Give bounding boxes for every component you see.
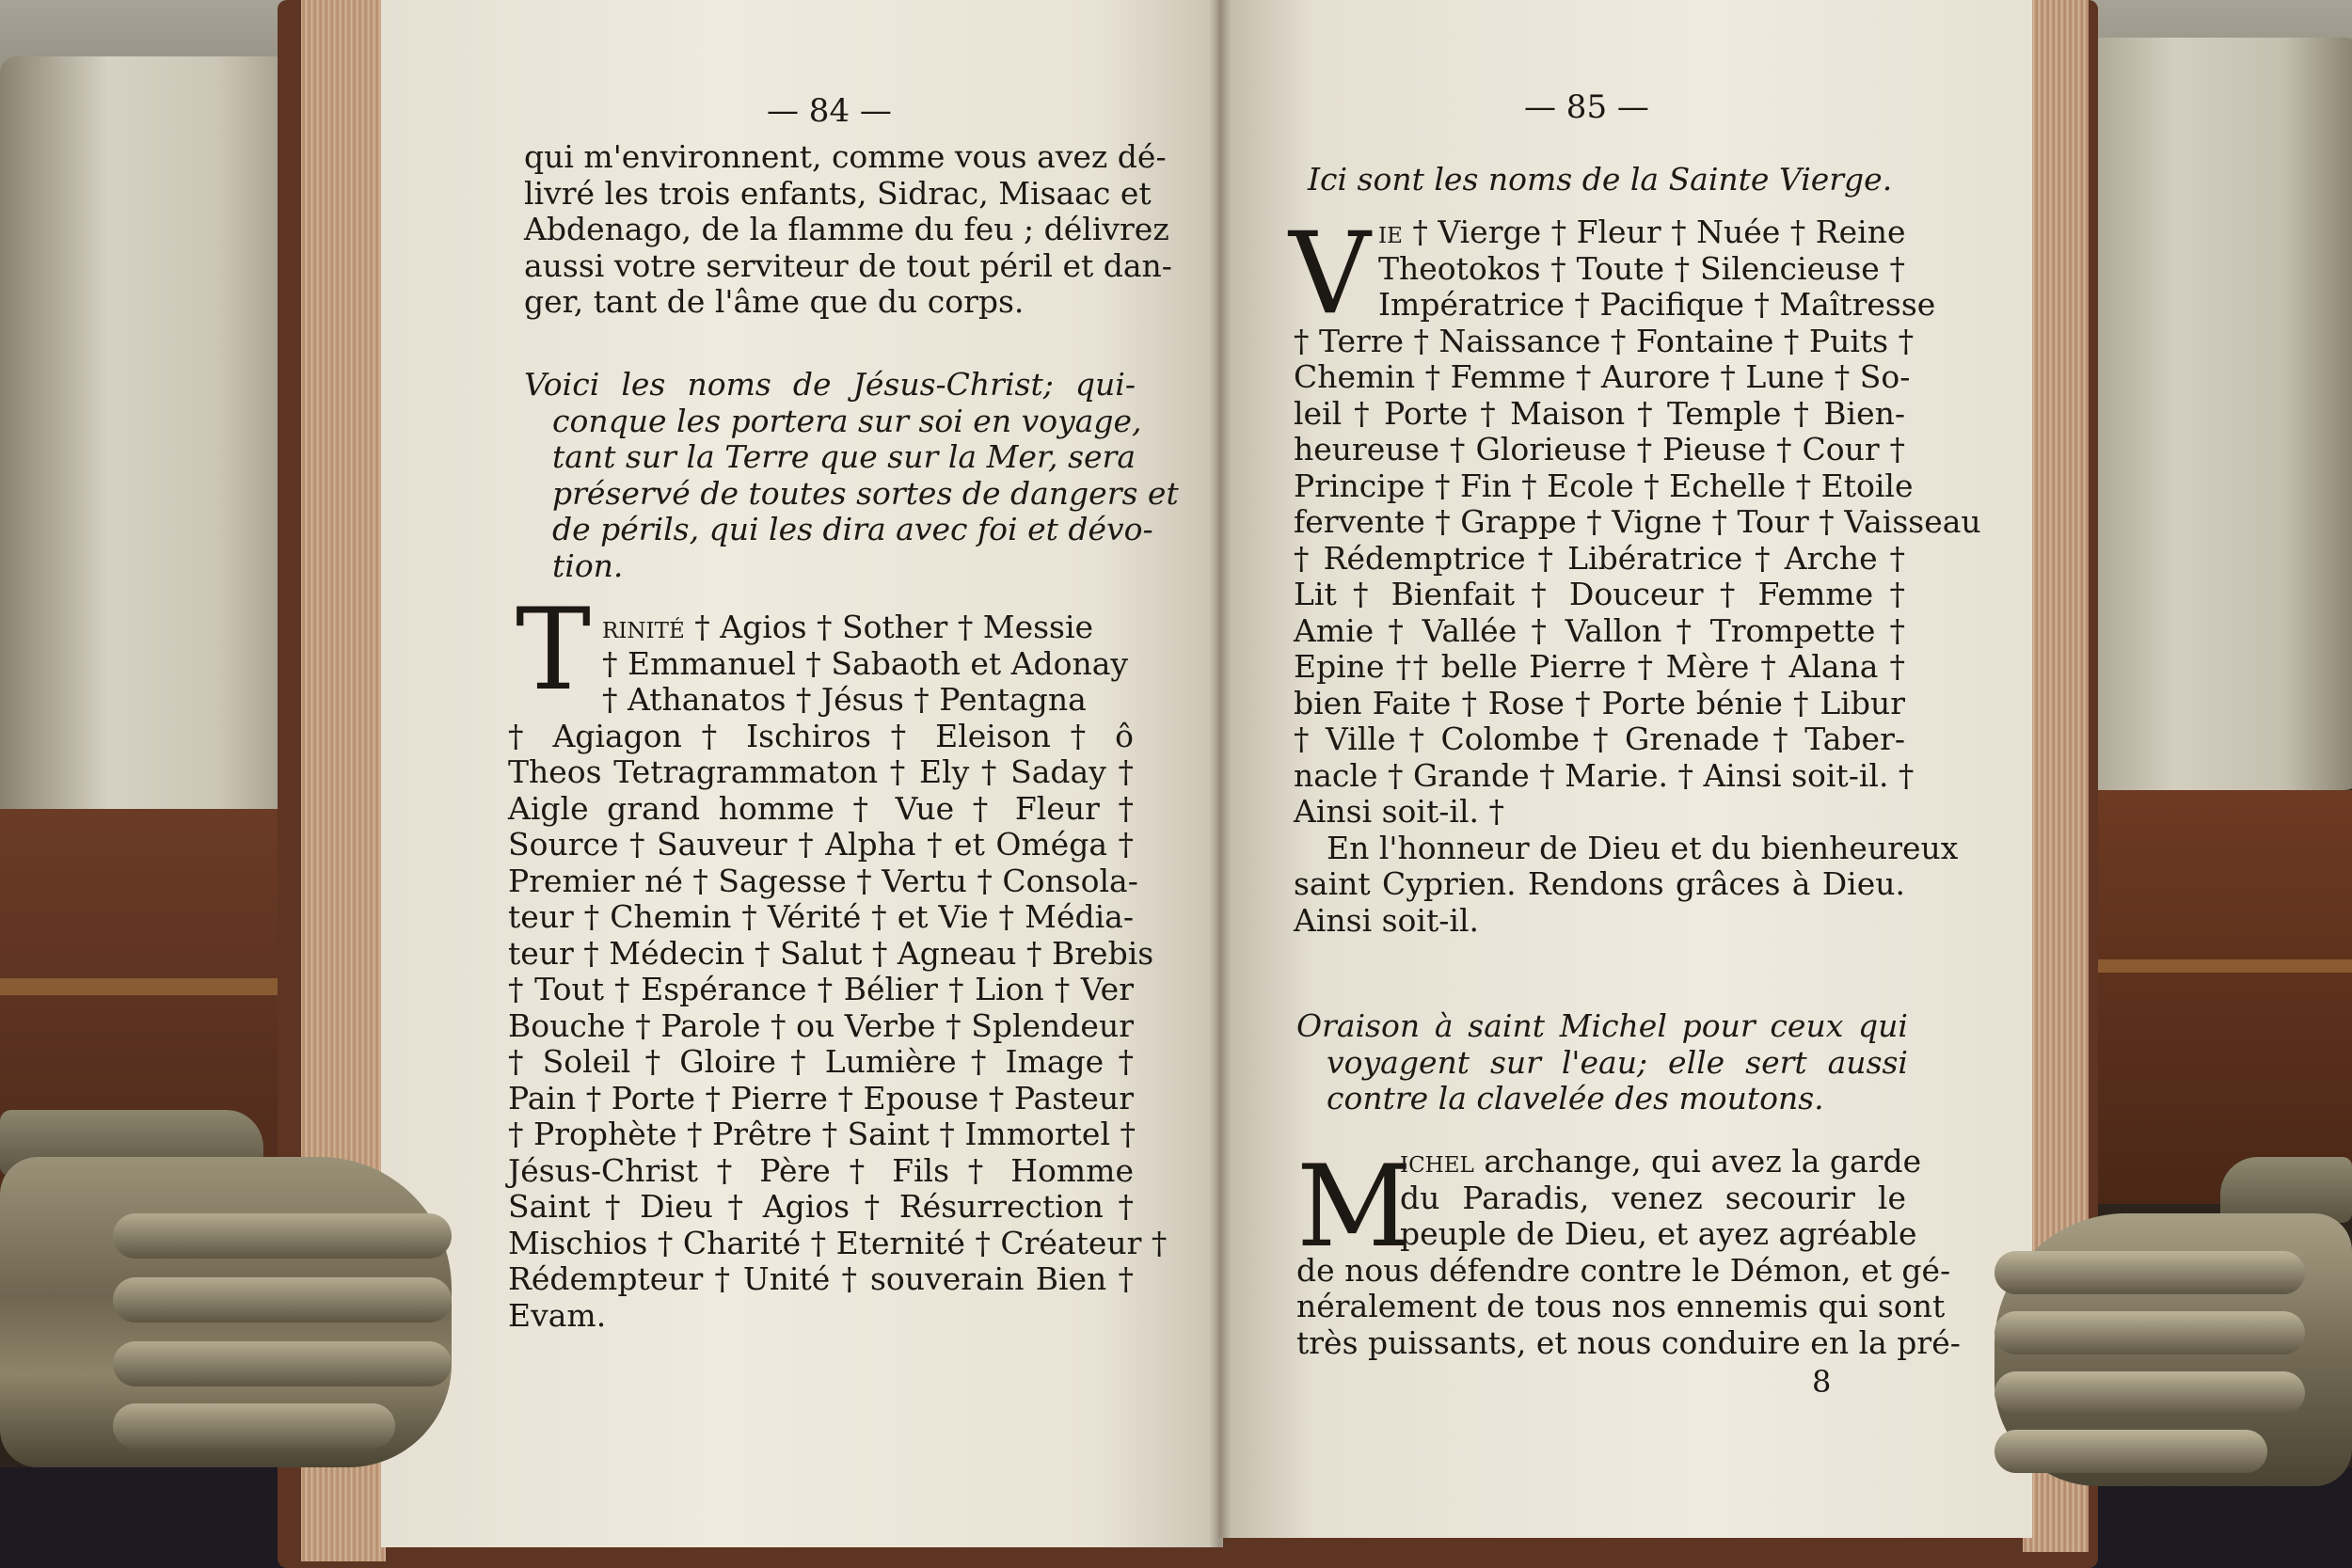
text-line: Impératrice † Pacifique † Maîtresse <box>1378 286 1936 323</box>
text-line: Premier né † Sagesse † Vertu † Consola- <box>508 862 1138 899</box>
brass-finger <box>1994 1371 2305 1415</box>
leather-band-left <box>0 978 320 995</box>
virgin-names-heading <box>1308 162 1891 198</box>
text-line: Mischios † Charité † Eternité † Créateur † <box>508 1224 1168 1261</box>
text-line: † Ville † Colombe † Grenade † Taber- <box>1294 721 1905 757</box>
drop-cap-word: ie <box>1378 214 1403 250</box>
text-line: Saint † Dieu † Agios † Résurrection † <box>508 1188 1134 1225</box>
heading-line: Ici sont les noms de la Sainte Vierge. <box>1308 161 1893 198</box>
text-line: très puissants, et nous conduire en la pré- <box>1296 1323 1961 1361</box>
text-line: † Tout † Espérance † Bélier † Lion † Ver <box>508 971 1134 1007</box>
text-line: fervente † Grappe † Vigne † Tour † Vaisseau <box>1294 503 1981 540</box>
text-line: † Prophète † Prêtre † Saint † Immortel † <box>508 1116 1136 1152</box>
text-line: teur † Chemin † Vérité † et Vie † Média- <box>508 898 1134 935</box>
text-line: néralement de tous nos ennemis qui sont <box>1296 1288 1946 1324</box>
text-line: nacle † Grande † Marie. † Ainsi soit-il. † <box>1294 756 1915 794</box>
brass-finger <box>1994 1251 2305 1294</box>
brass-hand-right <box>1994 1213 2352 1486</box>
brass-finger <box>113 1213 452 1259</box>
text-line: Abdenago, de la flamme du feu ; délivrez <box>524 211 1169 247</box>
drop-cap-v: V <box>1289 209 1371 340</box>
text-line: Principe † Fin † Ecole † Echelle † Etoile <box>1294 467 1914 504</box>
drop-cap-word: ichel <box>1400 1143 1474 1180</box>
text-line: † Athanatos † Jésus † Pentagna <box>602 681 1087 718</box>
heading-line: conque les portera sur soi en voyage, <box>552 402 1142 439</box>
text-line: du Paradis, venez secourir le <box>1400 1179 1906 1216</box>
heading-line: préservé de toutes sortes de dangers et <box>552 474 1179 512</box>
prayer-heading <box>1296 1008 1908 1117</box>
page-number-left: — 84 — <box>767 92 892 130</box>
brass-hand-left <box>0 1157 452 1467</box>
text-line: Evam. <box>508 1296 607 1334</box>
text-line: heureuse † Glorieuse † Pieuse † Cour † <box>1294 431 1905 467</box>
text-line: livré les trois enfants, Sidrac, Misaac et <box>524 174 1152 212</box>
text-line: qui m'environnent, comme vous avez dé- <box>524 138 1167 175</box>
text-line <box>508 610 1134 646</box>
m-line-first: archange, qui avez la garde <box>1484 1143 1922 1180</box>
text-line: Ainsi soit-il. † <box>1294 793 1504 830</box>
text-line: † Agiagon † Ischiros † Eleison † ô <box>508 717 1134 754</box>
text-line: Chemin † Femme † Aurore † Lune † So- <box>1294 358 1911 395</box>
michael-prayer <box>1296 1143 1961 1361</box>
signature-mark: 8 <box>1812 1364 1832 1400</box>
text-line: Aigle grand homme † Vue † Fleur † <box>508 789 1134 827</box>
brass-finger <box>1994 1430 2267 1473</box>
text-line: teur † Médecin † Salut † Agneau † Brebis <box>508 934 1154 972</box>
heading-line: tion. <box>552 546 624 584</box>
text-line: aussi votre serviteur de tout péril et dan- <box>524 246 1172 284</box>
text-line: Lit † Bienfait † Douceur † Femme † <box>1294 576 1905 612</box>
jesus-names-list <box>508 609 1168 1334</box>
heading-line: tant sur la Terre que sur la Mer, sera <box>552 438 1136 475</box>
text-line: Ainsi soit-il. <box>1294 901 1479 939</box>
heading-line: Oraison à saint Michel pour ceux qui <box>1296 1007 1908 1044</box>
text-line: † Soleil † Gloire † Lumière † Image † <box>508 1043 1134 1080</box>
brass-finger <box>113 1277 452 1323</box>
vellum-book-left <box>0 56 310 828</box>
heading-line: de périls, qui les dira avec foi et dévo- <box>552 511 1153 547</box>
text-line: saint Cyprien. Rendons grâces à Dieu. <box>1294 865 1905 902</box>
text-line: Amie † Vallée † Vallon † Trompette † <box>1294 611 1905 649</box>
brass-finger <box>113 1403 395 1449</box>
v-line-first: † Vierge † Fleur † Nuée † Reine <box>1412 214 1906 250</box>
text-line: ger, tant de l'âme que du corps. <box>524 283 1025 320</box>
virgin-names-list <box>1294 214 1981 939</box>
drop-cap-m: M <box>1296 1142 1412 1273</box>
text-line: Theos Tetragrammaton † Ely † Saday † <box>508 753 1134 790</box>
text-line: Source † Sauveur † Alpha † et Oméga † <box>508 826 1134 863</box>
heading-line: Voici les noms de Jésus-Christ; qui- <box>524 366 1136 403</box>
heading-line: contre la clavelée des moutons. <box>1327 1080 1824 1117</box>
text-line: † Terre † Naissance † Fontaine † Puits † <box>1294 322 1915 359</box>
text-line: peuple de Dieu, et ayez agréable <box>1400 1215 1917 1252</box>
drop-cap-t: T <box>516 585 592 716</box>
text-line: Pain † Porte † Pierre † Epouse † Pasteur <box>508 1079 1134 1117</box>
text-line: Rédempteur † Unité † souverain Bien † <box>508 1260 1134 1297</box>
text-line: Epine †† belle Pierre † Mère † Alana † <box>1294 648 1905 685</box>
brass-finger <box>113 1341 452 1386</box>
text-line <box>1296 1143 1922 1180</box>
text-line: Bouche † Parole † ou Verbe † Splendeur <box>508 1006 1134 1044</box>
text-line <box>1294 214 1905 251</box>
jesus-names-heading <box>524 366 1179 584</box>
book-gutter <box>1209 0 1232 1547</box>
left-top-paragraph <box>524 138 1172 321</box>
heading-line: voyagent sur l'eau; elle sert aussi <box>1327 1043 1908 1081</box>
text-line: leil † Porte † Maison † Temple † Bien- <box>1294 394 1905 432</box>
text-line: † Emmanuel † Sabaoth et Adonay <box>602 644 1129 682</box>
names-line-first: † Agios † Sother † Messie <box>694 609 1094 645</box>
page-number-right: — 85 — <box>1524 88 1649 126</box>
text-line: † Rédemptrice † Libératrice † Arche † <box>1294 539 1905 577</box>
text-line: En l'honneur de Dieu et du bienheureux <box>1327 829 1959 866</box>
drop-cap-word: rinité <box>602 609 685 645</box>
text-line: Jésus-Christ † Père † Fils † Homme <box>508 1151 1134 1189</box>
brass-finger <box>1994 1311 2305 1354</box>
text-line: de nous défendre contre le Démon, et gé- <box>1296 1251 1951 1289</box>
text-line: bien Faite † Rose † Porte bénie † Libur <box>1294 684 1905 721</box>
text-line: Theotokos † Toute † Silencieuse † <box>1378 249 1905 287</box>
